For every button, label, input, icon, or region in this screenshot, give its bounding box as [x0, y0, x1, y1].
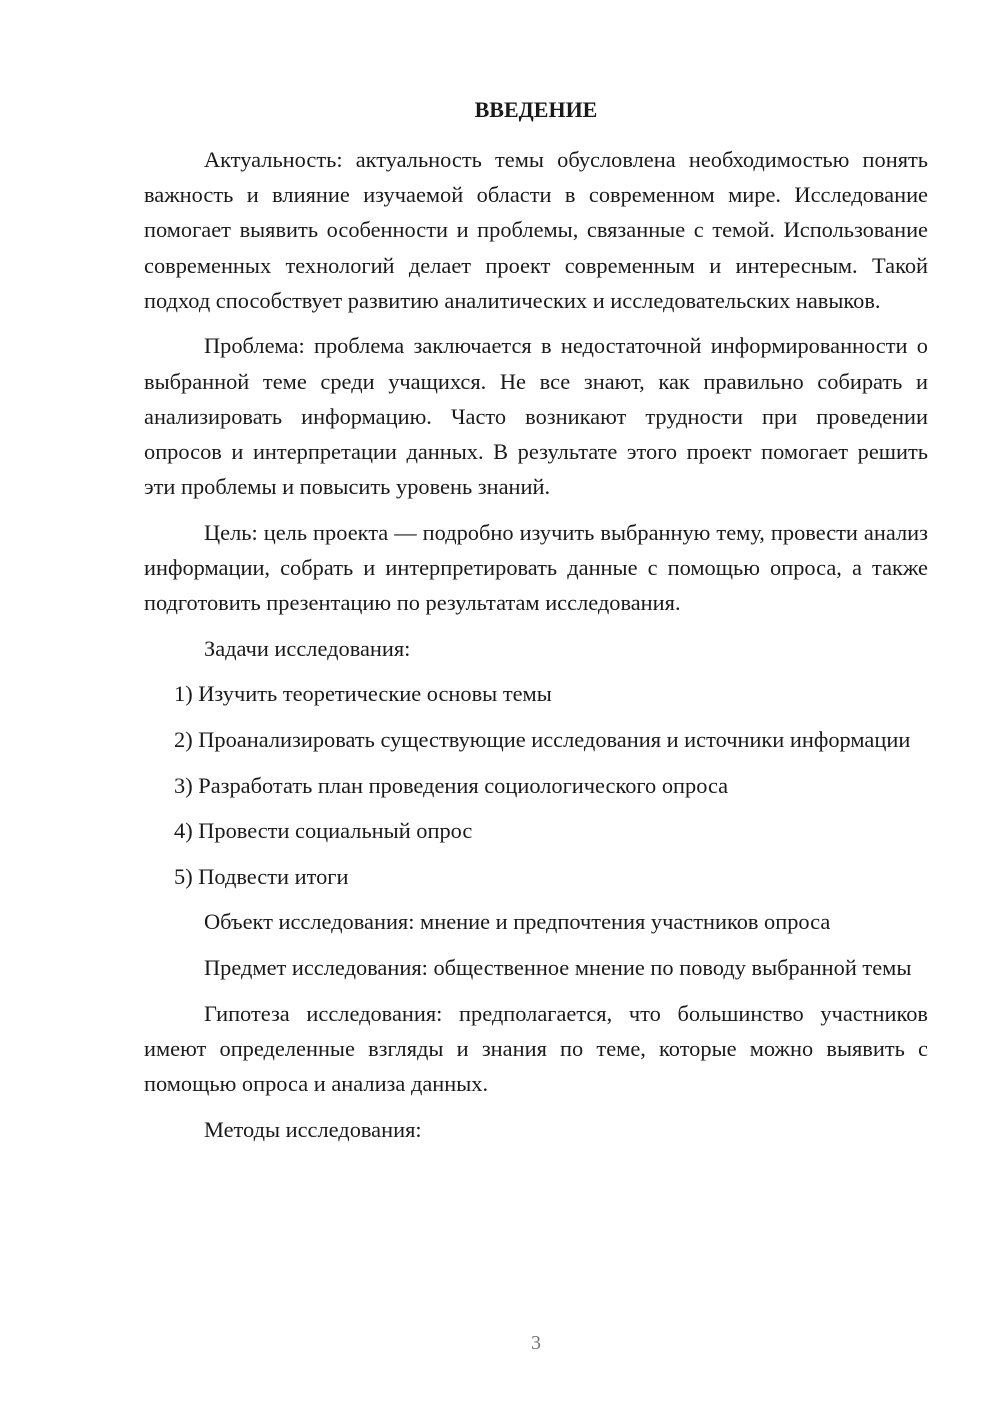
- hypothesis-paragraph: Гипотеза исследования: предполагается, что большинство участников имеют определенные взгляды и знания по теме, которые можно выявить с помощью опроса и анализа данных.: [144, 1000, 928, 1096]
- page-content: [144, 92, 928, 1157]
- tasks-heading: Задачи исследования:: [204, 635, 411, 661]
- relevance-paragraph: Актуальность: актуальность темы обусловлена необходимостью понять важность и влияние изучаемой области в современном мире. Исследование помогает выявить особенности и проблемы, связанные с темой. Использование современных технологий делает проект современным и интересным. Такой подход способствует развитию аналитических и исследовательских навыков.: [144, 147, 928, 313]
- object-paragraph: Объект исследования: мнение и предпочтения участников опроса: [204, 909, 831, 935]
- subject-paragraph: Предмет исследования: общественное мнение по поводу выбранной темы: [204, 954, 912, 980]
- task-item-5: 5) Подвести итоги: [174, 863, 349, 889]
- goal-paragraph: Цель: цель проекта — подробно изучить выбранную тему, провести анализ информации, собрать и интерпретировать данные с помощью опроса, а также подготовить презентацию по результатам исследования.: [144, 519, 928, 616]
- page-title: ВВЕДЕНИЕ: [474, 97, 598, 122]
- problem-paragraph: Проблема: проблема заключается в недостаточной информированности о выбранной теме среди учащихся. Не все знают, как правильно собирать и анализировать информацию. Часто возникают трудности при проведении опросов и интерпретации данных. В результате этого проект помогает решить эти проблемы и повысить уровень знаний.: [144, 333, 928, 500]
- page-number: 3: [531, 1332, 541, 1354]
- task-item-4: 4) Провести социальный опрос: [174, 818, 473, 844]
- task-item-3: 3) Разработать план проведения социологического опроса: [174, 772, 729, 798]
- task-item-1: 1) Изучить теоретические основы темы: [174, 681, 552, 707]
- task-item-2: 2) Проанализировать существующие исследования и источники информации: [174, 727, 911, 752]
- methods-heading: Методы исследования:: [204, 1116, 422, 1142]
